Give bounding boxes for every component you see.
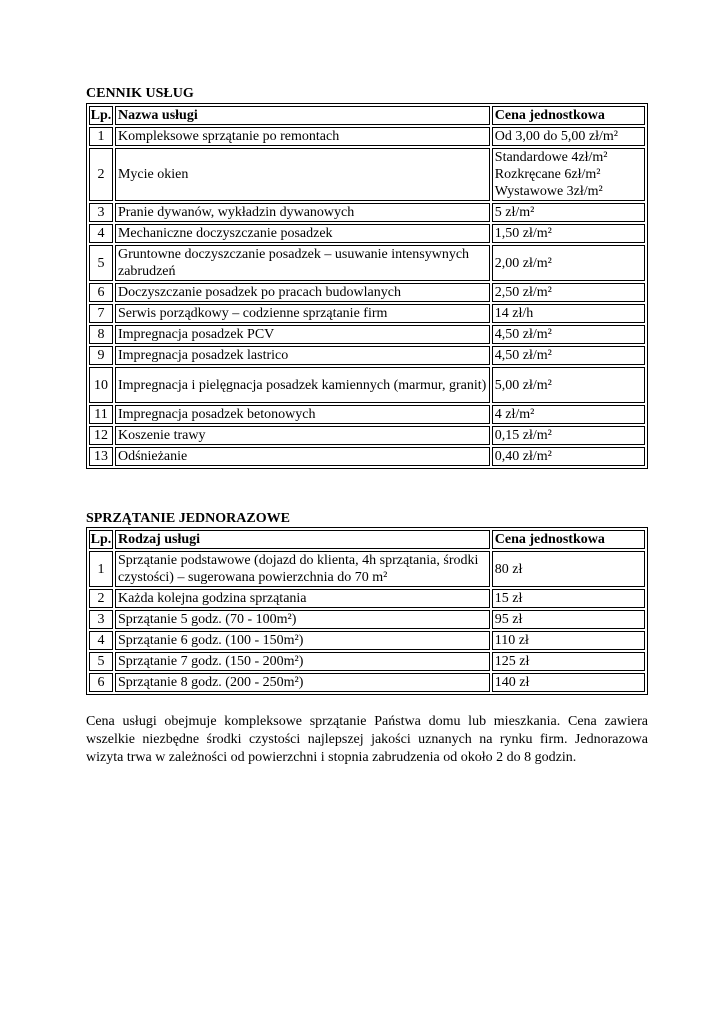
row-name: Sprzątanie 7 godz. (150 - 200m²) (115, 652, 490, 671)
row-lp: 9 (89, 346, 113, 365)
row-name: Sprzątanie podstawowe (dojazd do klienta, 4h sprzątania, środki czystości) – sugerowana powierzchnia do 70 m² (115, 551, 490, 587)
table-row (89, 127, 645, 146)
row-price: 14 zł/h (492, 304, 645, 323)
row-name: Sprzątanie 8 godz. (200 - 250m²) (115, 673, 490, 692)
table-row (89, 245, 645, 281)
row-name: Doczyszczanie posadzek po pracach budowlanych (115, 283, 490, 302)
row-lp: 13 (89, 447, 113, 466)
row-lp: 5 (89, 245, 113, 281)
row-lp: 8 (89, 325, 113, 344)
jednorazowe-header-row (89, 530, 645, 549)
table-row (89, 631, 645, 650)
row-lp: 1 (89, 127, 113, 146)
row-lp: 3 (89, 203, 113, 222)
table-row (89, 610, 645, 629)
table-row (89, 346, 645, 365)
row-price: 95 zł (492, 610, 645, 629)
row-price: 1,50 zł/m² (492, 224, 645, 243)
service-note: Cena usługi obejmuje kompleksowe sprzątanie Państwa domu lub mieszkania. Cena zawiera wszelkie niezbędne środki czystości najlepszej jakości uznanych na rynku firm. Jednorazowa wizyta trwa w zależności od powierzchni i stopnia zabrudzenia od około 2 do 8 godzin. (86, 714, 648, 765)
row-name: Koszenie trawy (115, 426, 490, 445)
row-lp: 11 (89, 405, 113, 424)
row-lp: 7 (89, 304, 113, 323)
table-row (89, 304, 645, 323)
table-row (89, 224, 645, 243)
row-price: 80 zł (492, 551, 645, 587)
row-price: 15 zł (492, 589, 645, 608)
header-name: Nazwa usługi (115, 106, 490, 125)
row-name: Serwis porządkowy – codzienne sprzątanie firm (115, 304, 490, 323)
row-lp: 10 (89, 367, 113, 403)
jednorazowe-table (86, 527, 648, 695)
row-lp: 3 (89, 610, 113, 629)
table-row (89, 673, 645, 692)
row-price: 5,00 zł/m² (492, 367, 645, 403)
row-price: 0,40 zł/m² (492, 447, 645, 466)
price-line: Rozkręcane 6zł/m² (494, 167, 601, 182)
row-price: 5 zł/m² (492, 203, 645, 222)
row-price: 140 zł (492, 673, 645, 692)
row-price: Od 3,00 do 5,00 zł/m² (492, 127, 645, 146)
row-lp: 4 (89, 631, 113, 650)
row-lp: 2 (89, 148, 113, 201)
jednorazowe-title: SPRZĄTANIE JEDNORAZOWE (86, 511, 290, 526)
row-name: Gruntowne doczyszczanie posadzek – usuwanie intensywnych zabrudzeń (115, 245, 490, 281)
row-name: Sprzątanie 6 godz. (100 - 150m²) (115, 631, 490, 650)
row-name: Każda kolejna godzina sprzątania (115, 589, 490, 608)
row-price: 125 zł (492, 652, 645, 671)
header-name: Rodzaj usługi (115, 530, 490, 549)
row-name: Impregnacja posadzek lastrico (115, 346, 490, 365)
row-price: 0,15 zł/m² (492, 426, 645, 445)
row-lp: 12 (89, 426, 113, 445)
row-name: Pranie dywanów, wykładzin dywanowych (115, 203, 490, 222)
table-row (89, 405, 645, 424)
row-price: 4,50 zł/m² (492, 346, 645, 365)
row-name: Impregnacja posadzek betonowych (115, 405, 490, 424)
table-row (89, 551, 645, 587)
table-row (89, 652, 645, 671)
row-price: 2,00 zł/m² (492, 245, 645, 281)
row-price: 2,50 zł/m² (492, 283, 645, 302)
row-name: Impregnacja posadzek PCV (115, 325, 490, 344)
row-lp: 6 (89, 673, 113, 692)
row-price (492, 148, 645, 201)
row-name: Odśnieżanie (115, 447, 490, 466)
cennik-header-row (89, 106, 645, 125)
table-row (89, 283, 645, 302)
row-price: 4 zł/m² (492, 405, 645, 424)
row-name: Sprzątanie 5 godz. (70 - 100m²) (115, 610, 490, 629)
header-lp: Lp. (90, 108, 112, 123)
price-line: Standardowe 4zł/m² (494, 150, 608, 165)
cennik-table (86, 103, 648, 469)
row-lp: 4 (89, 224, 113, 243)
table-row (89, 426, 645, 445)
row-lp: 2 (89, 589, 113, 608)
row-price: 110 zł (492, 631, 645, 650)
header-lp: Lp. (90, 532, 112, 547)
row-name: Impregnacja i pielęgnacja posadzek kamiennych (marmur, granit) (115, 367, 490, 403)
table-row (89, 203, 645, 222)
row-name: Mechaniczne doczyszczanie posadzek (115, 224, 490, 243)
header-price: Cena jednostkowa (492, 530, 645, 549)
row-price: 4,50 zł/m² (492, 325, 645, 344)
table-row (89, 325, 645, 344)
price-line: Wystawowe 3zł/m² (494, 184, 603, 199)
cennik-title: CENNIK USŁUG (86, 86, 194, 101)
row-lp: 1 (89, 551, 113, 587)
header-price: Cena jednostkowa (492, 106, 645, 125)
table-row (89, 367, 645, 403)
row-lp: 5 (89, 652, 113, 671)
row-lp: 6 (89, 283, 113, 302)
table-row (89, 447, 645, 466)
table-row (89, 589, 645, 608)
row-name: Kompleksowe sprzątanie po remontach (115, 127, 490, 146)
table-row (89, 148, 645, 201)
row-name: Mycie okien (115, 148, 490, 201)
